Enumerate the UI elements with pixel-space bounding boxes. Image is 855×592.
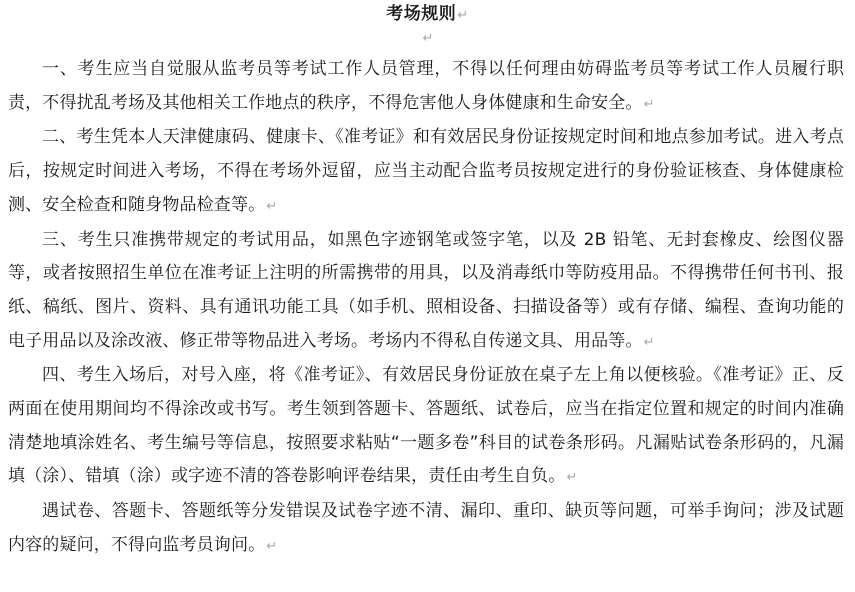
paragraph-text: 二、考生凭本人天津健康码、健康卡、《准考证》和有效居民身份证按规定时间和地点参加考试。进入考点后，按规定时间进入考场，不得在考场外逗留，应当主动配合监考员按规定进行的身份验证核查、身体健康检测、安全检查和随身物品检查等。	[8, 127, 844, 215]
paragraph-mark-icon: ↵	[566, 470, 578, 486]
paragraph-text: 三、考生只准携带规定的考试用品，如黑色字迹钢笔或签字笔，以及 2B 铅笔、无封套橡皮、绘图仪器等，或者按照招生单位在准考证上注明的所需携带的用具，以及消毒纸巾等防疫用品。不得携带任何书刊、报纸、稿纸、图片、资料、具有通讯功能工具（如手机、照相设备、扫描设备等）或有存储、编程、查询功能的电子用品以及涂改液、修正带等物品进入考场。考场内不得私自传递文具、用品等。	[8, 229, 844, 351]
paragraph-mark-icon: ↵	[422, 31, 434, 46]
paragraph-mark-icon: ↵	[643, 96, 655, 112]
rule-paragraph-5	[8, 495, 844, 563]
paragraph-text: 遇试卷、答题卡、答题纸等分发错误及试卷字迹不清、漏印、重印、缺页等问题，可举手询问；涉及试题内容的疑问，不得向监考员询问。	[8, 501, 844, 555]
document-title	[0, 2, 855, 28]
rule-paragraph-4	[8, 359, 844, 495]
paragraph-mark-icon: ↵	[266, 198, 278, 214]
rule-paragraph-3	[8, 224, 844, 360]
empty-line	[0, 28, 855, 48]
rule-paragraph-2	[8, 121, 844, 223]
rules-body	[8, 53, 844, 564]
paragraph-text: 一、考生应当自觉服从监考员等考试工作人员管理，不得以任何理由妨碍监考员等考试工作人员履行职责，不得扰乱考场及其他相关工作地点的秩序，不得危害他人身体健康和生命安全。	[8, 59, 844, 113]
paragraph-mark-icon: ↵	[266, 538, 278, 554]
title-text: 考场规则	[386, 4, 457, 24]
paragraph-mark-icon: ↵	[457, 8, 469, 23]
rule-paragraph-1	[8, 53, 844, 121]
paragraph-text: 四、考生入场后，对号入座，将《准考证》、有效居民身份证放在桌子左上角以便核验。《准考证》正、反两面在使用期间均不得涂改或书写。考生领到答题卡、答题纸、试卷后，应当在指定位置和规定的时间内准确清楚地填涂姓名、考生编号等信息，按照要求粘贴“一题多卷”科目的试卷条形码。凡漏贴试卷条形码的，凡漏填（涂）、错填（涂）或字迹不清的答卷影响评卷结果，责任由考生自负。	[8, 365, 844, 487]
paragraph-mark-icon: ↵	[643, 334, 655, 350]
